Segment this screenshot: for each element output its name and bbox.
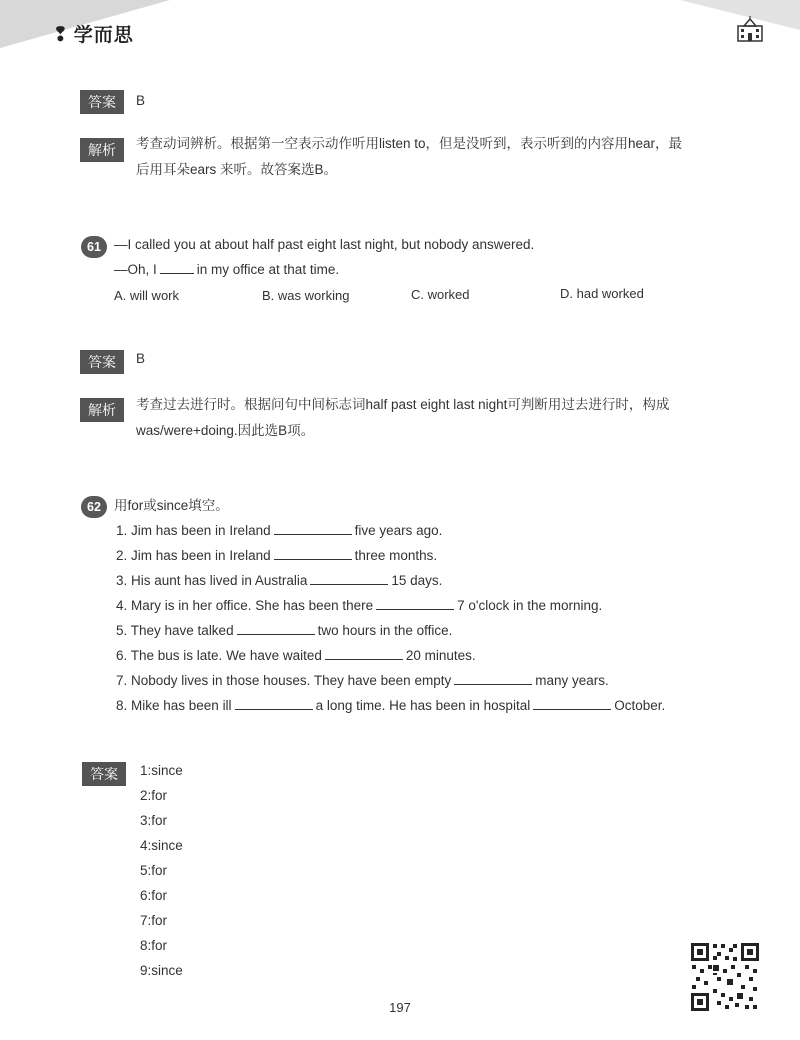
answer-item: 1:since	[140, 763, 183, 778]
item-text: 20 minutes.	[405, 648, 476, 663]
fill-blank	[454, 672, 532, 685]
item-text: 7 o'clock in the morning.	[457, 598, 603, 613]
question-title: 用for或since填空。	[114, 498, 229, 513]
answer-item: 4:since	[140, 838, 183, 853]
question-line: —I called you at about half past eight last night, but nobody answered.	[114, 237, 535, 252]
item-text: 6. The bus is late. We have waited	[116, 648, 322, 663]
option-b: B. was working	[262, 288, 350, 303]
fill-blank	[235, 697, 313, 710]
exercise-item	[116, 646, 476, 666]
answer-tag: 答案	[80, 350, 124, 374]
fill-blank	[376, 597, 454, 610]
item-text: two hours in the office.	[317, 623, 453, 638]
item-text: three months.	[354, 548, 438, 563]
answer-item: 8:for	[140, 938, 168, 953]
option-c: C. worked	[411, 287, 470, 302]
fill-blank	[325, 647, 403, 660]
answer-tag: 答案	[80, 90, 124, 114]
answer-item: 7:for	[140, 913, 168, 928]
brand-mark-icon: ❢	[52, 24, 70, 46]
item-text: 8. Mike has been ill	[116, 698, 232, 713]
exercise-item	[116, 596, 602, 616]
explanation-line: 后用耳朵ears 来听。故答案选B。	[136, 162, 338, 177]
item-text: 3. His aunt has lived in Australia	[116, 573, 308, 588]
fill-blank	[160, 261, 194, 274]
item-text: 15 days.	[391, 573, 443, 588]
exercise-item	[116, 621, 452, 641]
explanation-line: was/were+doing.因此选B项。	[136, 423, 315, 438]
question-line	[114, 260, 339, 280]
answer-item: 6:for	[140, 888, 168, 903]
item-text: many years.	[535, 673, 609, 688]
fill-blank	[274, 547, 352, 560]
fill-blank	[237, 622, 315, 635]
answer-item: 9:since	[140, 963, 183, 978]
item-text: 5. They have talked	[116, 623, 234, 638]
school-icon	[736, 16, 764, 42]
exercise-item	[116, 571, 442, 591]
item-text: 1. Jim has been in Ireland	[116, 523, 271, 538]
item-text: 4. Mary is in her office. She has been there	[116, 598, 374, 613]
exercise-item	[116, 546, 437, 566]
explanation-tag: 解析	[80, 138, 124, 162]
item-text: 7. Nobody lives in those houses. They have been empty	[116, 673, 452, 688]
answer-item: 5:for	[140, 863, 168, 878]
fill-blank	[533, 697, 611, 710]
explanation-line: 考查过去进行时。根据问句中间标志词half past eight last night可判断用过去进行时，构成	[136, 397, 670, 412]
answer-item: 3:for	[140, 813, 168, 828]
question-number: 61	[81, 236, 107, 258]
fill-blank	[274, 522, 352, 535]
option-d: D. had worked	[560, 286, 644, 301]
answer-item: 2:for	[140, 788, 168, 803]
page-number: 197	[389, 1000, 411, 1015]
exercise-item	[116, 671, 609, 691]
exercise-item	[116, 696, 665, 716]
question-text: in my office at that time.	[196, 262, 340, 277]
explanation-tag: 解析	[80, 398, 124, 422]
item-text: October.	[614, 698, 666, 713]
question-text: —Oh, I	[114, 262, 157, 277]
item-text: 2. Jim has been in Ireland	[116, 548, 271, 563]
exercise-item	[116, 521, 442, 541]
item-text: five years ago.	[354, 523, 443, 538]
brand-name: 学而思	[73, 25, 134, 46]
item-text: a long time. He has been in hospital	[315, 698, 531, 713]
answer-text: B	[136, 93, 146, 108]
option-a: A. will work	[114, 288, 180, 303]
explanation-line: 考查动词辨析。根据第一空表示动作听用listen to，但是没听到，表示听到的内容用hear，最	[136, 136, 683, 151]
answer-tag: 答案	[82, 762, 126, 786]
answer-text: B	[136, 351, 146, 366]
brand-logo	[52, 20, 134, 47]
question-number: 62	[81, 496, 107, 518]
fill-blank	[310, 572, 388, 585]
